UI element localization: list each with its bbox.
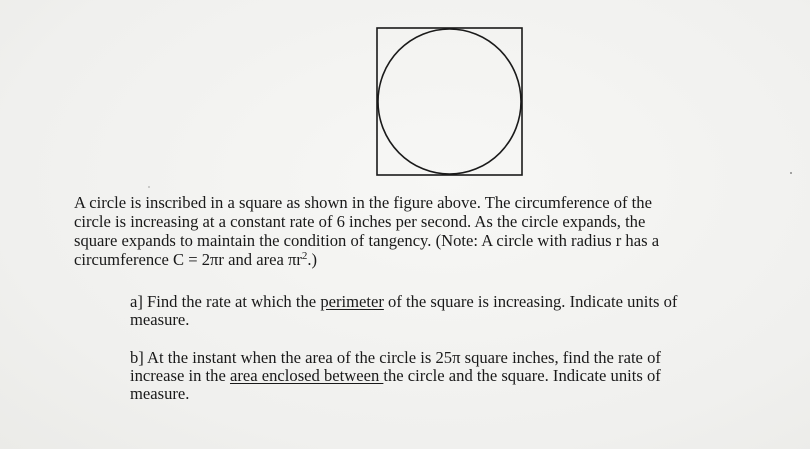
scan-speck [148, 186, 150, 188]
exponent: 2 [301, 250, 308, 262]
underlined-area-enclosed: area enclosed between [229, 366, 384, 385]
part-a [130, 293, 750, 329]
part-a-line-1 [130, 293, 750, 311]
problem-line-4-text: circumference C = 2πr and area πr [74, 250, 302, 269]
part-a-line-2: measure. [130, 310, 190, 329]
problem-line-1: A circle is inscribed in a square as shown in the figure above. The circumference of the [74, 193, 652, 212]
underlined-perimeter: perimeter [320, 292, 384, 311]
part-b-line-1: b] At the instant when the area of the circle is 25π square inches, find the rate of [130, 348, 661, 367]
part-b-text-start: increase in the [130, 366, 230, 385]
part-a-text-start: a] Find the rate at which the [130, 292, 321, 311]
inscribed-circle-figure [376, 27, 523, 176]
problem-line-4-end: .) [307, 250, 318, 269]
problem-line-3: square expands to maintain the condition of tangency. (Note: A circle with radius r has a [74, 231, 660, 250]
part-b [130, 349, 750, 403]
part-b-line-3: measure. [130, 384, 190, 403]
part-a-text-end: of the square is increasing. Indicate units of [383, 292, 678, 311]
scan-speck [790, 172, 792, 174]
inscribed-circle [378, 29, 521, 174]
part-b-text-end: the circle and the square. Indicate units of [383, 366, 661, 385]
problem-statement [74, 193, 754, 269]
part-b-line-2 [130, 367, 750, 385]
problem-line-4 [74, 250, 754, 269]
problem-line-2: circle is increasing at a constant rate of 6 inches per second. As the circle expands, the [74, 212, 646, 231]
